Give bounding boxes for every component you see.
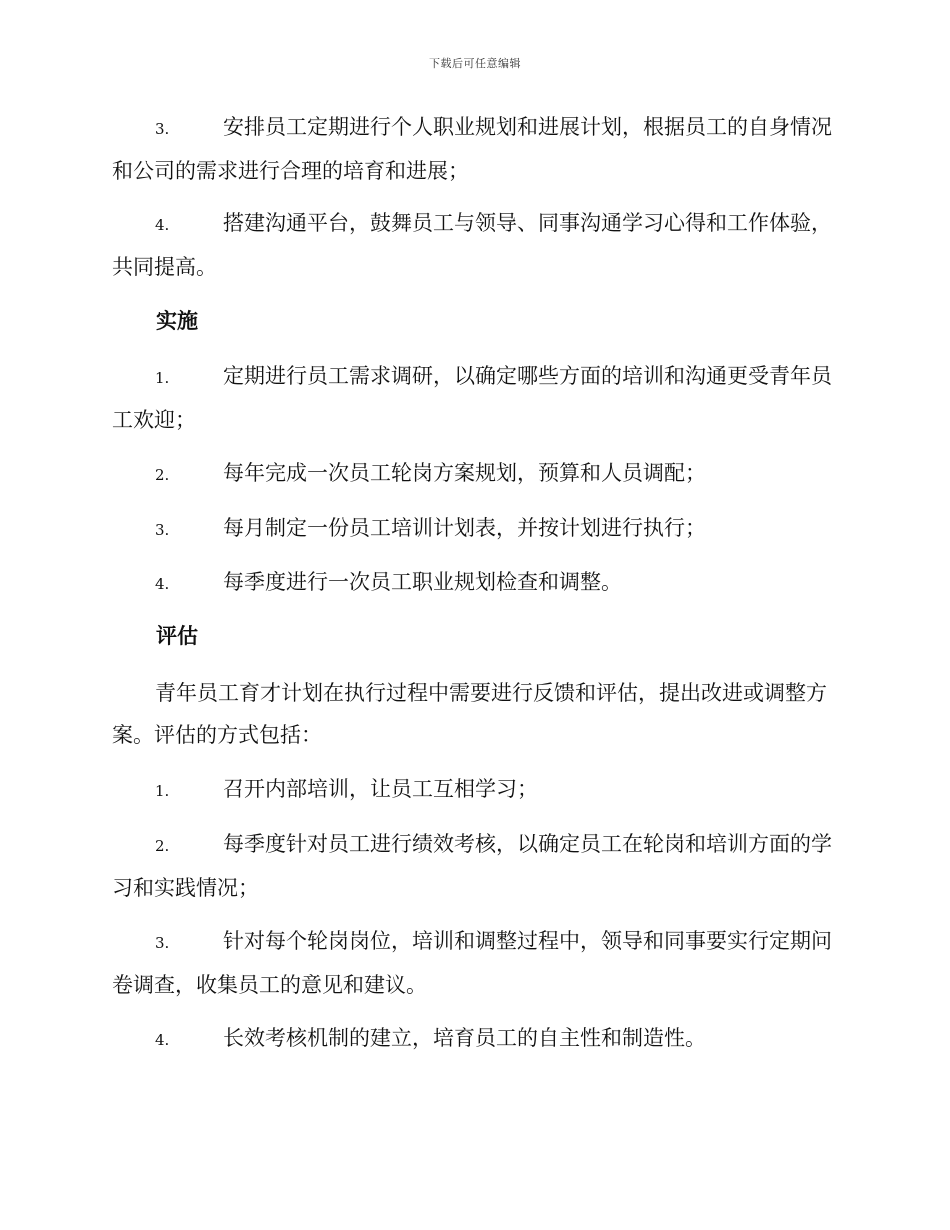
list-item-text: 每年完成一次员工轮岗方案规划，预算和人员调配； xyxy=(223,461,706,485)
page-header: 下载后可任意编辑 xyxy=(429,57,521,70)
list-item xyxy=(112,920,834,1006)
list-item-text: 每季度进行一次员工职业规划检查和调整。 xyxy=(223,570,622,594)
list-item xyxy=(112,507,834,551)
list-item xyxy=(112,355,834,441)
list-item-text: 针对每个轮岗岗位，培训和调整过程中，领导和同事要实行定期问卷调查，收集员工的意见和建议。 xyxy=(112,929,832,997)
evaluate-paragraph: 青年员工育才计划在执行过程中需要进行反馈和评估，提出改进或调整方案。评估的方式包括： xyxy=(112,681,827,747)
list-item-number: 2. xyxy=(155,466,170,484)
list-item xyxy=(112,823,834,909)
list-item-text: 安排员工定期进行个人职业规划和进展计划，根据员工的自身情况和公司的需求进行合理的培育和进展； xyxy=(112,115,832,183)
list-item xyxy=(112,1017,834,1061)
list-item xyxy=(112,452,834,496)
list-item-number: 3. xyxy=(155,120,170,138)
list-item-number: 4. xyxy=(155,1031,170,1049)
section-heading-evaluate: 评估 xyxy=(156,623,198,648)
list-item xyxy=(112,768,834,812)
list-item-number: 1. xyxy=(155,369,170,387)
list-item-number: 1. xyxy=(155,782,170,800)
list-item xyxy=(112,561,834,605)
section-heading-implement: 实施 xyxy=(156,308,198,333)
list-item xyxy=(112,202,834,288)
list-item xyxy=(112,106,834,192)
list-item-number: 4. xyxy=(155,575,170,593)
list-item-number: 4. xyxy=(155,216,170,234)
list-item-text: 搭建沟通平台，鼓舞员工与领导、同事沟通学习心得和工作体验，共同提高。 xyxy=(112,211,832,279)
list-item-text: 每季度针对员工进行绩效考核，以确定员工在轮岗和培训方面的学习和实践情况； xyxy=(112,832,832,900)
list-item-text: 长效考核机制的建立，培育员工的自主性和制造性。 xyxy=(223,1026,706,1050)
list-item-number: 2. xyxy=(155,837,170,855)
list-item-number: 3. xyxy=(155,521,170,539)
list-item-number: 3. xyxy=(155,934,170,952)
list-item-text: 定期进行员工需求调研，以确定哪些方面的培训和沟通更受青年员工欢迎； xyxy=(112,364,832,432)
list-item-text: 每月制定一份员工培训计划表，并按计划进行执行； xyxy=(223,516,706,540)
list-item-text: 召开内部培训，让员工互相学习； xyxy=(223,777,538,801)
